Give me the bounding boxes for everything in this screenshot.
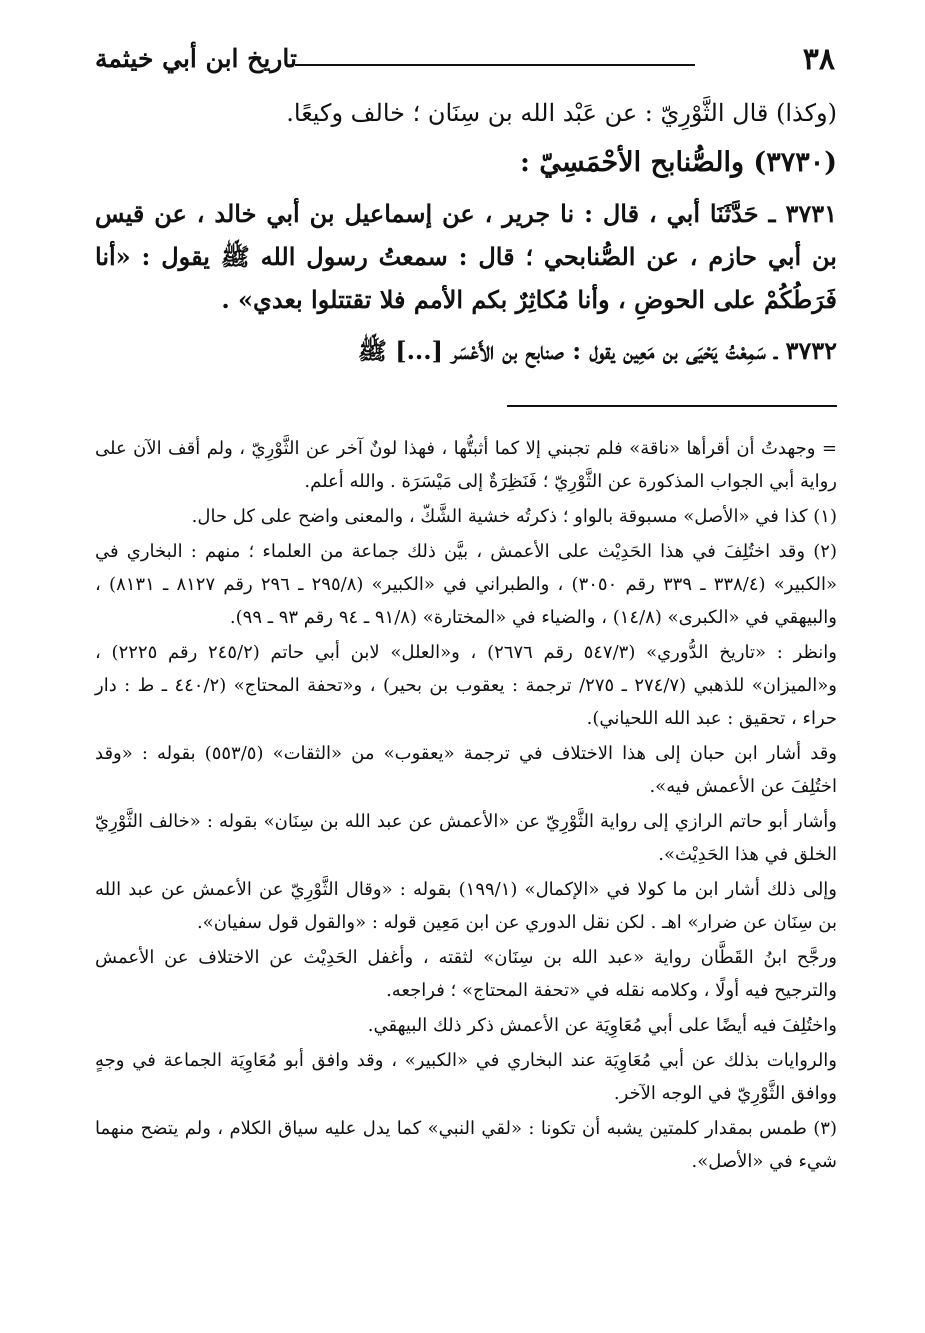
footnote-rule	[507, 405, 837, 407]
main-text	[95, 92, 837, 378]
footnotes	[95, 432, 837, 1180]
footnote-paragraph: والروايات بذلك عن أبي مُعَاوِيَة عند البخاري في «الكبير» ، وقد وافق أبو مُعَاوِيَة الجماعة في وجهٍ ووافق الثَّوْرِيّ في الوجه الآخر.	[95, 1050, 837, 1104]
footnote-paragraph: (٢) وقد اختُلِفَ في هذا الحَدِيْث على الأعمش ، بيَّن ذلك جماعة من العلماء ؛ منهم : البخاري في «الكبير» (٣٣٨/٤ ـ ٣٣٩ رقم ٣٠٥٠) ، والطبراني في «الكبير» (٢٩٥/٨ ـ ٢٩٦ رقم ٨١٢٧ ـ ٨١٣١) ، والبيهقي في «الكبرى» (١٤/٨) ، والضياء في «المختارة» (٩١/٨ ـ ٩٤ رقم ٩٣ ـ ٩٩).	[95, 541, 837, 628]
page-header	[95, 42, 835, 82]
page-number: ٣٨	[802, 42, 835, 77]
footnote-paragraph: ورجَّح ابنُ القَطَّان رواية «عبد الله بن سِنَان» لثقته ، وأغفل الحَدِيْث عن الاختلاف عن الأعمش والترجيح فيه أولًا ، وكلامه نقله في «تحفة المحتاج» ؛ فراجعه.	[95, 947, 837, 1001]
entry-heading: (٣٧٣٠) والصُّنابح الأحْمَسِيّ :	[519, 147, 837, 178]
main-line-last: ٣٧٣٢ ـ سَمِعْتُ يَحْيَى بن مَعِين يقول : صنابح بن الأَعْسَر [...] ﷺ	[357, 336, 837, 365]
main-line-1: (وكذا) قال الثَّوْرِيّ : عن عَبْد الله بن سِنَان ؛ خالف وكيعًا.	[286, 99, 837, 127]
footnote-paragraph: (٣) طمس بمقدار كلمتين يشبه أن تكونا : «لقي النبي» كما يدل عليه سياق الكلام ، ولم يتضح منهما شيء في «الأصل».	[95, 1118, 837, 1172]
footnote-paragraph: وقد أشار ابن حبان إلى هذا الاختلاف في ترجمة «يعقوب» من «الثقات» (٥٥٣/٥) بقوله : «وقد اختُلِفَ عن الأعمش فيه».	[95, 743, 837, 797]
header-rule	[295, 64, 695, 66]
footnote-paragraph: (١) كذا في «الأصل» مسبوقة بالواو ؛ ذكرتُه خشية الشَّكّ ، والمعنى واضح على كل حال.	[191, 506, 837, 527]
footnote-paragraph: واختُلِفَ فيه أيضًا على أبي مُعَاوِيَة عن الأعمش ذكر ذلك البيهقي.	[367, 1015, 837, 1036]
book-title: تاريخ ابن أبي خيثمة	[95, 44, 297, 73]
footnote-paragraph: = وجهدتُ أن أقرأها «ناقة» فلم تجبني إلا كما أثبتُّها ، فهذا لونٌ آخر عن الثَّوْرِيّ ، ولم أقف الآن على رواية أبي الجواب المذكورة عن الثَّوْرِيّ ؛ فَنَظِرَةٌ إلى مَيْسَرَة . والله أعلم.	[95, 438, 837, 492]
footnote-paragraph: وانظر : «تاريخ الدُّوري» (٥٤٧/٣ رقم ٢٦٧٦) ، و«العلل» لابن أبي حاتم (٢٤٥/٢ رقم ٢٢٢٥) ، و«الميزان» للذهبي (٢٧٤/٧ ـ ٢٧٥/ ترجمة : يعقوب بن بحير) ، و«تحفة المحتاج» (٤٤٠/٢ ـ ط : دار حراء ، تحقيق : عبد الله اللحياني).	[95, 642, 837, 729]
hadith-text: ٣٧٣١ ـ حَدَّثَنَا أبي ، قال : نا جرير ، عن إسماعيل بن أبي خالد ، عن قيس بن أبي حازم ، عن الصُّنابحي ؛ قال : سمعتُ رسول الله ﷺ يقول : «أنا فَرَطُكُمْ على الحوضِ ، وأنا مُكاثِرٌ بكم الأمم فلا تقتتلوا بعدي» .	[95, 199, 837, 314]
footnote-paragraph: وأشار أبو حاتم الرازي إلى رواية الثَّوْرِيّ عن «الأعمش عن عبد الله بن سِنَان» بقوله : «خالف الثَّوْرِيّ الخلق في هذا الحَدِيْث».	[95, 811, 837, 865]
footnote-paragraph: وإلى ذلك أشار ابن ما كولا في «الإكمال» (١٩٩/١) بقوله : «وقال الثَّوْرِيّ عن الأعمش عن عبد الله بن سِنَان عن ضرار» اهـ . لكن نقل الدوري عن ابن مَعِين قوله : «والقول قول سفيان».	[95, 879, 837, 933]
